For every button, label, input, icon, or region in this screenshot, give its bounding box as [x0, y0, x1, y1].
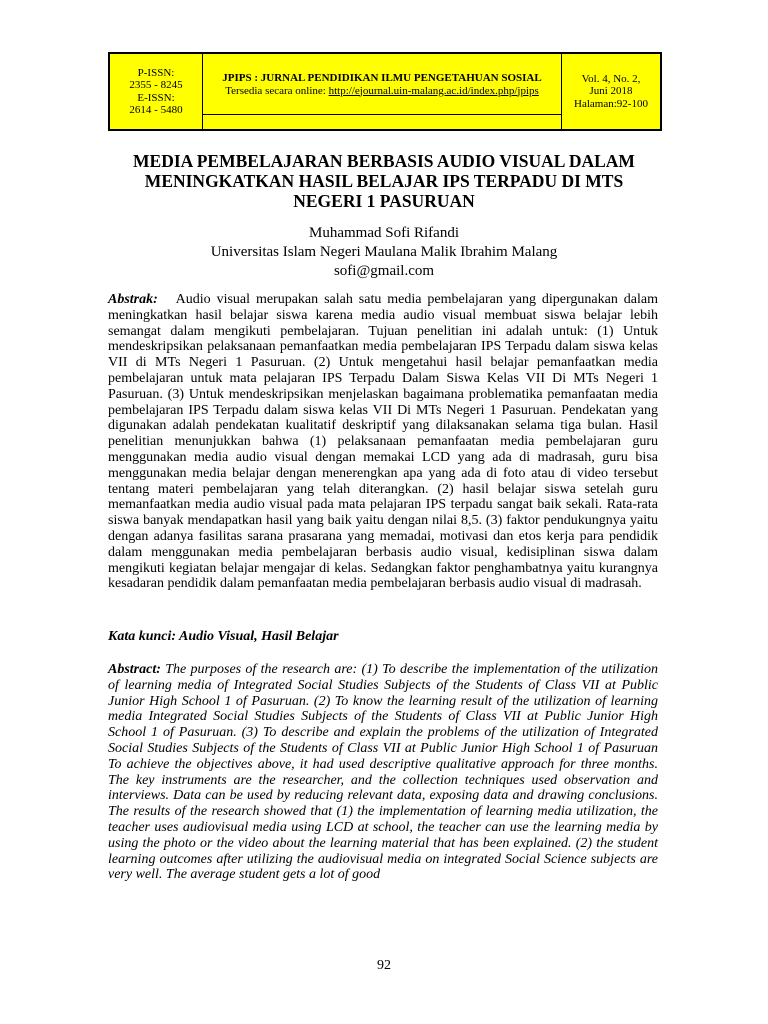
author-name: Muhammad Sofi Rifandi — [309, 225, 459, 241]
volume-line: Vol. 4, No. 2, — [581, 72, 641, 85]
journal-url-link[interactable]: http://ejournal.uin-malang.ac.id/index.php/jpips — [328, 84, 539, 97]
issn-cell — [110, 54, 203, 129]
abstract-en-text: The purposes of the research are: (1) To describe the implementation of the utilization of learning media of Integrated Social Studies Subjects of the Students of Class VII at Public Junior High School 1 of Pasuruan. (2) To know the learning result of the utilization of learning media Integrated Social Studies Subjects of the Students of Class VII at Public Junior High School 1 of Pasuruan. (3) To describe and explain the problems of the utilization of Integrated Social Studies Subjects of the Students of Class VII at Public Junior High School 1 of Pasuruan To achieve the objectives above, it had used descriptive qualitative approach for three months. The key instruments are the researcher, and the collection techniques used observation and interviews. Data can be used by reducing relevant data, exposing data and drawing conclusions. The results of the research showed that (1) the implementation of learning media utilization, the teacher uses audiovisual media using LCD at school, the teacher can use the learning media by using the photo or the video about the learning material that has been explained. (2) the student learning outcomes after utilizing the audiovisual media on integrated Social Science subjects are very well. The average student gets a lot of good — [108, 662, 658, 883]
title-line: MENINGKATKAN HASIL BELAJAR IPS TERPADU DI MTS — [144, 171, 624, 191]
author-email: sofi@gmail.com — [333, 263, 435, 279]
abstract-indonesian — [108, 292, 658, 592]
abstract-en-label: Abstract: — [108, 662, 161, 677]
abstract-id-label: Abstrak: — [108, 292, 158, 307]
abstract-id-text: Audio visual merupakan salah satu media pembelajaran yang dipergunakan dalam meningkatkan hasil belajar siswa karena media audio visual membuat siswa belajar lebih semangat dalam mengikuti pembelajaran. Tujuan penelitian ini adalah untuk: (1) Untuk mendeskripsikan pelaksanaan pemanfaatkan media pembelajaran IPS Terpadu dalam siswa kelas VII di MTs Negeri 1 Pasuruan. (2) Untuk mengetahui hasil belajar pemanfaatkan media pembelajaran untuk mata pelajaran IPS Terpadu Dalam Siswa Kelas VII Di MTs Negeri 1 Pasuruan. (3) Untuk mendeskripsikan menjelaskan bagaimana problematika pemanfaatan media pembelajaran IPS Terpadu dalam siswa kelas VII Di MTs Negeri 1 Pasuruan. Pendekatan yang digunakan adalah pendekatan kualitatif deskriptif yang dilaksanakan selama tiga bulan. Hasil penelitian menunjukkan bahwa (1) pelaksanaan pemanfaatan media pembelajaran guru menggunakan media audio visual dengan memakai LCD yang ada di madrasah, guru bisa menggunakan media belajar dengan menerengkan apa yang ada di foto atau di video tersebut tentang materi pembelajaran yang telah diterangkan. (2) hasil belajar siswa setelah guru memanfaatkan media audio visual pada mata pelajaran IPS terpadu sangat baik sekali. Rata-rata siswa banyak mendapatkan hasil yang baik yaitu dengan nilai 8,5. (3) faktor pendukungnya yaitu dengan adanya fasilitas sarana prasarana yang memadai, motivasi dan etos kerja para pendidik dalam menggunakan media pembelajaran berbasis audio visual, kedisiplinan siswa dalam mengikuti kegiatan belajar mengajar di kelas. Sedangkan faktor penghambatnya yaitu kurangnya kesadaran pendidik dalam pemanfaatan media pembelajaran berbasis audio visual di madrasah. — [108, 292, 659, 592]
journal-title-cell — [203, 54, 562, 129]
paper-title — [80, 151, 688, 211]
issn-line: 2355 - 8245 — [129, 79, 183, 91]
abstract-english — [108, 662, 658, 883]
issn-line: E-ISSN: — [137, 91, 175, 104]
volume-cell — [562, 54, 660, 129]
journal-header-box — [108, 52, 662, 131]
title-line: NEGERI 1 PASURUAN — [293, 191, 475, 211]
title-line: MEDIA PEMBELAJARAN BERBASIS AUDIO VISUAL DALAM — [133, 151, 635, 171]
availability-prefix: Tersedia secara online: — [225, 84, 329, 97]
volume-line: Juni 2018 — [589, 85, 633, 98]
issn-line: 2614 - 5480 — [129, 104, 183, 116]
page-number: 92 — [377, 958, 391, 973]
journal-availability — [225, 85, 539, 98]
author-affiliation: Universitas Islam Negeri Maulana Malik Ibrahim Malang — [210, 244, 558, 260]
volume-line: Halaman:92-100 — [574, 97, 648, 110]
keywords: Kata kunci: Audio Visual, Hasil Belajar — [108, 629, 339, 644]
issn-line: P-ISSN: — [137, 66, 175, 79]
author-block — [80, 224, 688, 281]
journal-title: JPIPS : JURNAL PENDIDIKAN ILMU PENGETAHUAN SOSIAL — [222, 72, 542, 84]
header-divider — [203, 114, 561, 115]
